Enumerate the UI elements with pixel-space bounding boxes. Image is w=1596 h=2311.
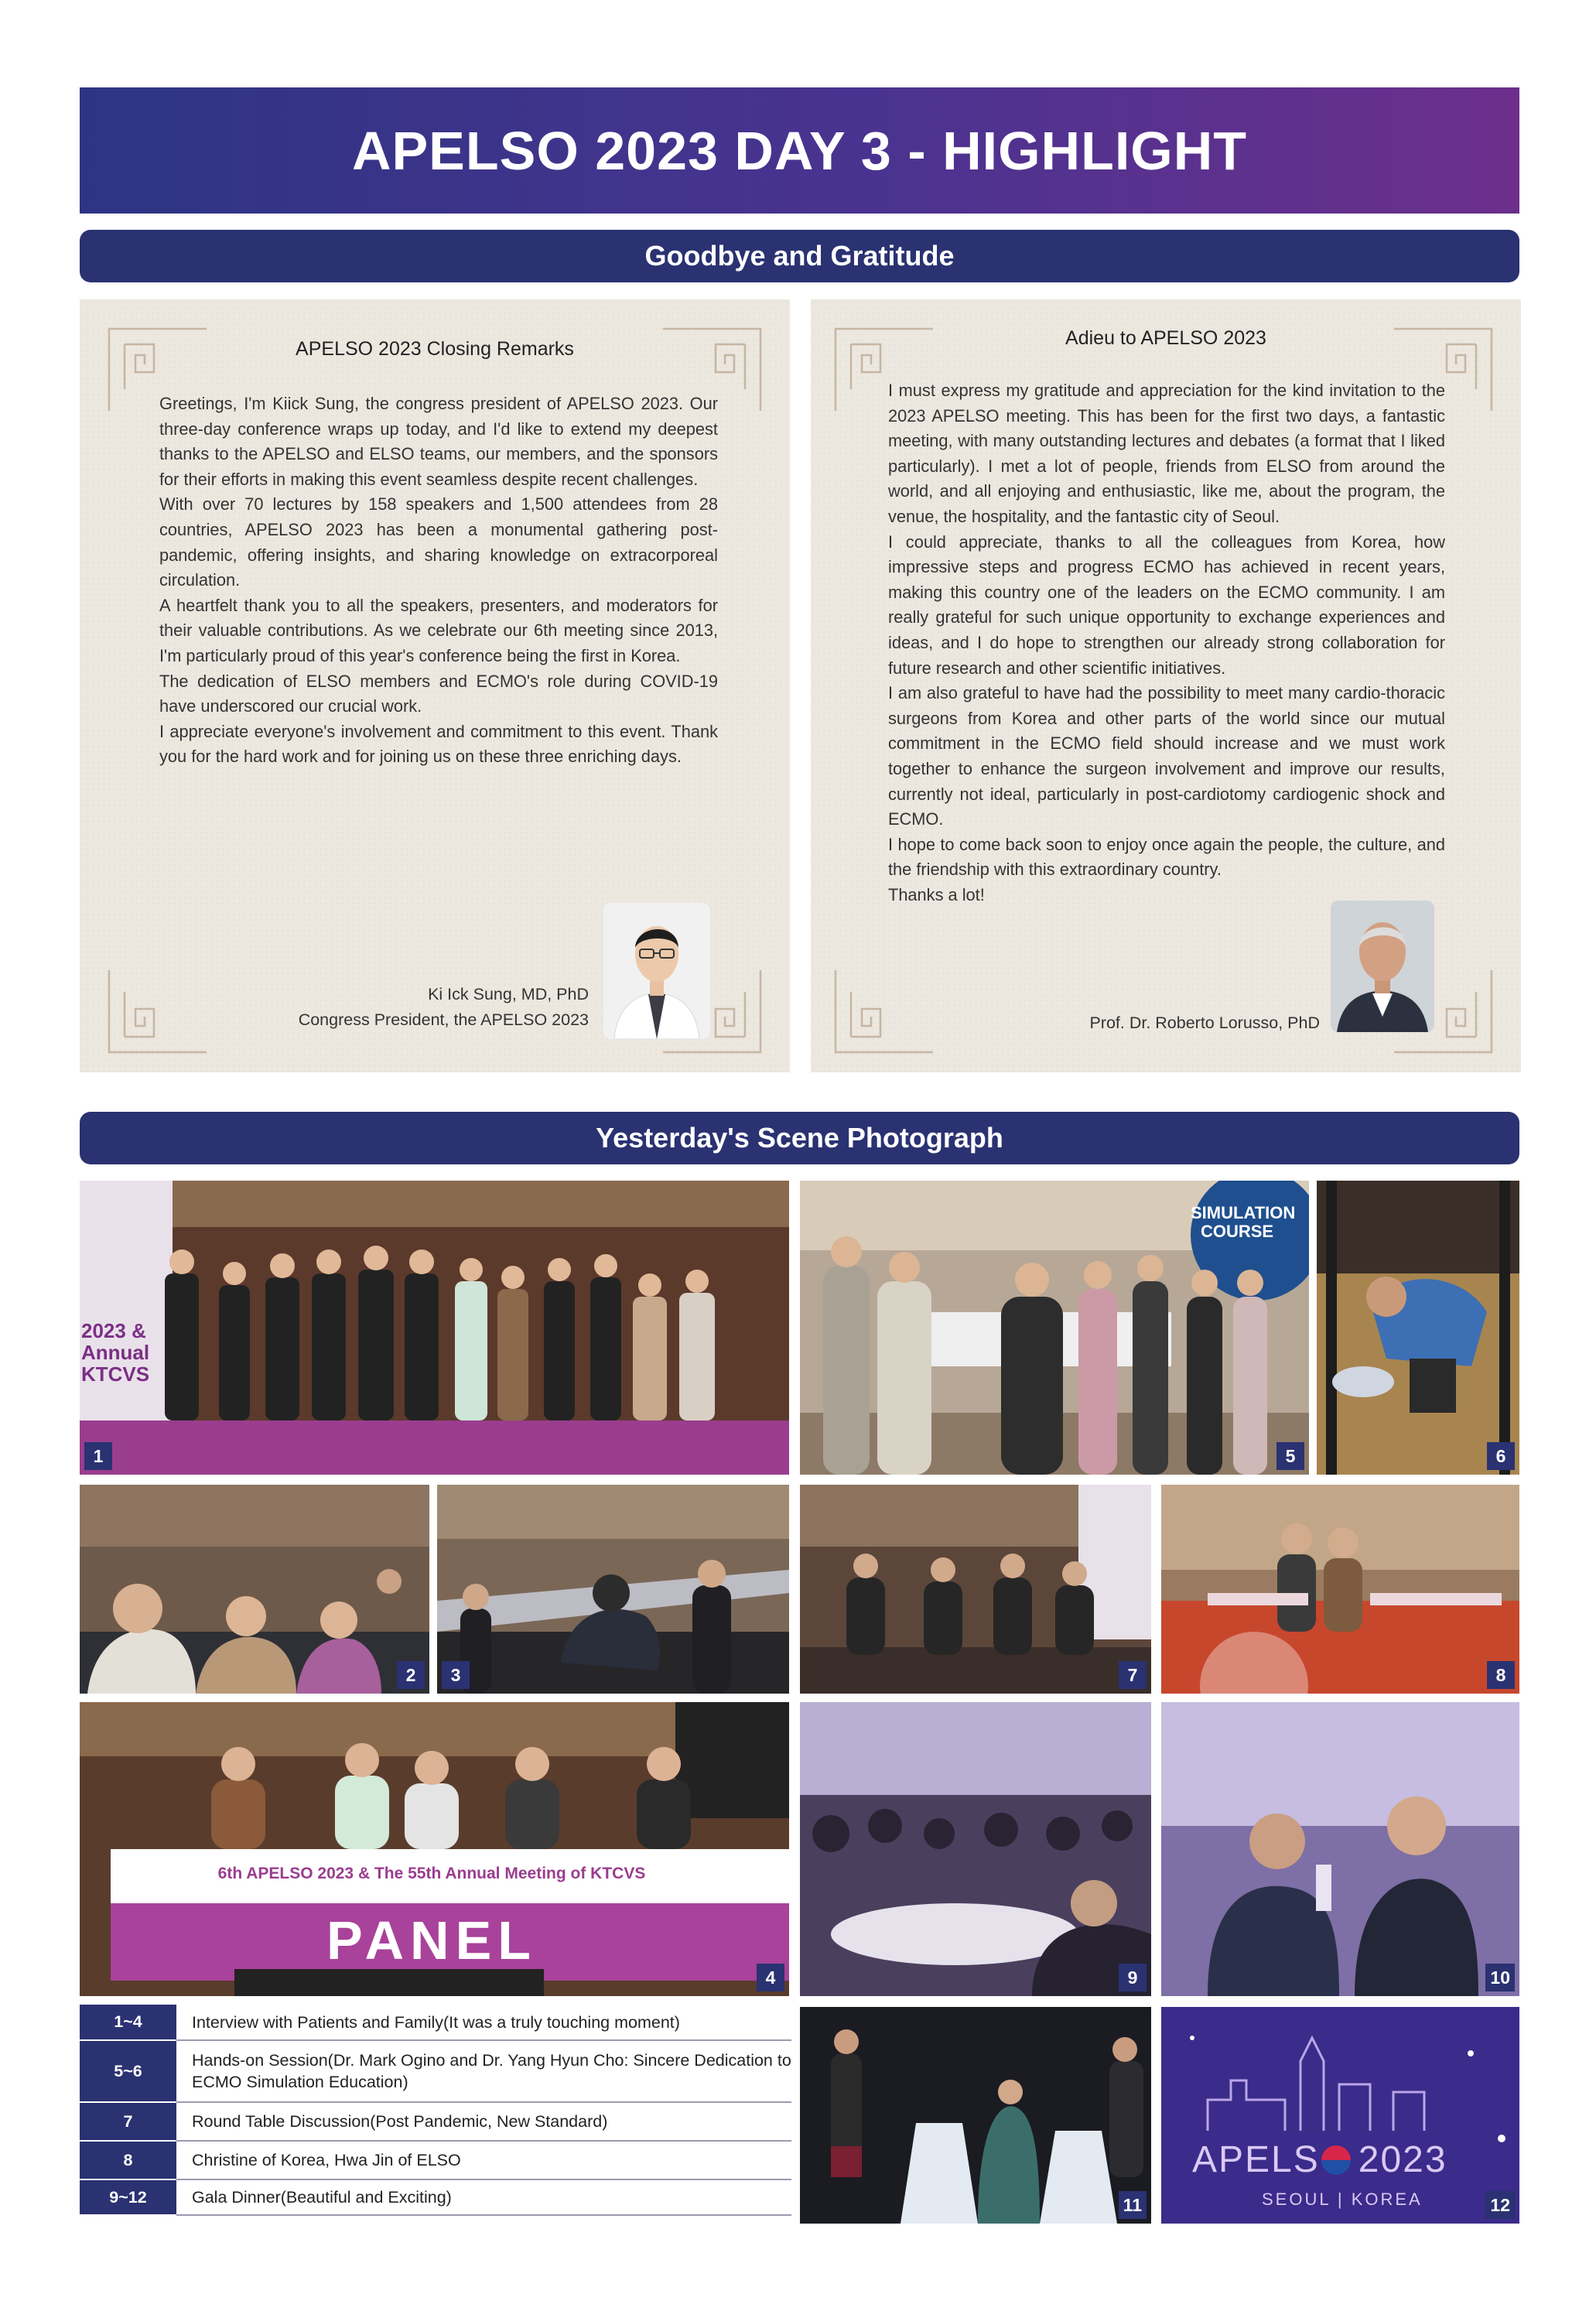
photo-group-portrait bbox=[80, 1181, 789, 1475]
signature-role: Congress President, the APELSO 2023 bbox=[298, 1010, 589, 1029]
letter-paragraph: I appreciate everyone's involvement and commitment to this event. Thank you for the hard work and for joining us on these three enriching days. bbox=[159, 721, 718, 767]
caption-row bbox=[80, 2040, 791, 2102]
letter-paragraph: I could appreciate, thanks to all the colleagues from Korea, how impressive steps and progress ECMO has achieved in recent years, making this country one of the leaders on the ECMO community. I am really grateful for such unique opportunity to exchange experiences and ideas, and I do hope to strengthen our already strong collaboration for future research and other scientific initiatives. bbox=[888, 532, 1445, 678]
gala-photo-icon bbox=[800, 2007, 1151, 2224]
audience-photo-icon bbox=[80, 1485, 429, 1694]
event-banner-text: 2023 & Annual KTCVS bbox=[81, 1319, 150, 1386]
letter-paragraph: I hope to come back soon to enjoy once again the people, the culture, and the friendship with this extraordinary country. bbox=[888, 834, 1445, 880]
panel-sign-text: PANEL bbox=[326, 1910, 538, 1971]
group-photo-icon bbox=[80, 1181, 789, 1475]
letter-title: Adieu to APELSO 2023 bbox=[1065, 327, 1266, 349]
portrait-roberto-lorusso bbox=[1331, 901, 1434, 1032]
hands-on-photo-icon bbox=[1317, 1181, 1519, 1475]
caption-row bbox=[80, 2179, 791, 2215]
letter-paragraph: A heartfelt thank you to all the speakers, presenters, and moderators for their valuable contributions. As we celebrate our 6th meeting since 2013, I'm particularly proud of this year's conference being the first in Korea. bbox=[159, 595, 718, 665]
photo-hands-on-floor bbox=[1317, 1181, 1519, 1475]
photo-apelso-logo bbox=[1161, 2007, 1519, 2224]
ornament-corner-icon bbox=[834, 970, 933, 1054]
caption-key: 7 bbox=[80, 2102, 176, 2141]
logo-subtitle: SEOUL | KOREA bbox=[1262, 2190, 1423, 2209]
photo-number-badge: 10 bbox=[1485, 1964, 1515, 1991]
caption-key: 5~6 bbox=[80, 2040, 176, 2102]
photo-number-badge: 8 bbox=[1487, 1661, 1515, 1689]
letter-paragraph: I am also grateful to have had the possibility to meet many cardio-thoracic surgeons from Korea and other parts of the world since our mutual commitment in the ECMO field should increase and we must work together to enhance the surgeon involvement and improve our results, currently not ideal, particularly in post-cardiotomy cardiogenic shock and ECMO. bbox=[888, 683, 1445, 829]
simulation-sign-text: SIMULATION COURSE bbox=[1191, 1203, 1296, 1241]
photo-panel-discussion bbox=[80, 1702, 789, 1996]
korean-flag-circle-icon bbox=[1321, 2145, 1351, 2175]
letter-paragraph: The dedication of ELSO members and ECMO's role during COVID-19 have underscored our crucial work. bbox=[159, 671, 718, 716]
photo-number-badge: 11 bbox=[1119, 2191, 1147, 2219]
page-title: APELSO 2023 DAY 3 - HIGHLIGHT bbox=[351, 120, 1248, 181]
photo-number-badge: 7 bbox=[1119, 1661, 1147, 1689]
panel-banner-text: 6th APELSO 2023 & The 55th Annual Meeting of KTCVS bbox=[217, 1865, 646, 1882]
letter-body bbox=[888, 378, 1445, 908]
logo-word: APELS bbox=[1192, 2139, 1320, 2180]
logo-year: 2023 bbox=[1358, 2139, 1447, 2180]
caption-text: Interview with Patients and Family(It was a truly touching moment) bbox=[176, 2005, 791, 2040]
caption-row bbox=[80, 2005, 791, 2040]
photo-number-badge: 9 bbox=[1119, 1964, 1147, 1991]
photo-number-badge: 3 bbox=[442, 1661, 470, 1689]
caption-text: Hands-on Session(Dr. Mark Ogino and Dr. Yang Hyun Cho: Sincere Dedication to ECMO Simulation Education) bbox=[176, 2040, 791, 2102]
photo-elso-booth bbox=[1161, 1485, 1519, 1694]
gala-photo-icon bbox=[1161, 1702, 1519, 1996]
photo-audience-1 bbox=[80, 1485, 429, 1694]
letter-body bbox=[159, 391, 718, 770]
caption-key: 9~12 bbox=[80, 2179, 176, 2215]
caption-key: 1~4 bbox=[80, 2005, 176, 2040]
caption-key: 8 bbox=[80, 2141, 176, 2179]
letter-paragraph: Thanks a lot! bbox=[888, 884, 985, 904]
round-table-photo-icon bbox=[800, 1485, 1151, 1694]
photo-hands-on-session bbox=[800, 1181, 1309, 1475]
photo-caption-table bbox=[80, 2005, 791, 2216]
letter-title: APELSO 2023 Closing Remarks bbox=[296, 338, 574, 360]
photo-gala-stage bbox=[800, 2007, 1151, 2224]
letter-paragraph: Greetings, I'm Kiick Sung, the congress president of APELSO 2023. Our three-day conference wraps up today, and I'd like to extend my deepest thanks to the APELSO and ELSO teams, our members, and the sponsors for their efforts in making this event seamless despite recent challenges. bbox=[159, 394, 718, 489]
letter-paragraph: I must express my gratitude and appreciation for the kind invitation to the 2023 APELSO meeting. This has been for the first two days, a fantastic meeting, with many outstanding lectures and debates (a format that I liked particularly). I met a lot of people, friends from ELSO from around the world, and all enjoying and enthusiastic, like me, about the program, the venue, the hospitality, and the fantastic city of Seoul. bbox=[888, 381, 1445, 526]
letter-paragraph: With over 70 lectures by 158 speakers and 1,500 attendees from 28 countries, APELSO 2023 has been a monumental gathering post-pandemic, offering insights, and sharing knowledge on extracorporeal circulation. bbox=[159, 494, 718, 590]
caption-row bbox=[80, 2102, 791, 2141]
section-title: Goodbye and Gratitude bbox=[644, 240, 955, 272]
photo-number-badge: 4 bbox=[757, 1964, 784, 1991]
photo-gala-dinner-1 bbox=[800, 1702, 1151, 1996]
letter-card-adieu bbox=[811, 299, 1521, 1072]
audience-photo-icon bbox=[437, 1485, 789, 1694]
ornament-corner-icon bbox=[108, 970, 207, 1054]
letter-card-closing-remarks bbox=[80, 299, 790, 1072]
photo-number-badge: 12 bbox=[1485, 2191, 1515, 2219]
photo-number-badge: 5 bbox=[1276, 1442, 1304, 1470]
section-header-gratitude bbox=[80, 230, 1519, 282]
portrait-ki-ick-sung bbox=[603, 903, 710, 1039]
photo-number-badge: 2 bbox=[397, 1661, 425, 1689]
photo-round-table bbox=[800, 1485, 1151, 1694]
caption-text: Christine of Korea, Hwa Jin of ELSO bbox=[176, 2141, 791, 2179]
signature-name: Ki Ick Sung, MD, PhD bbox=[428, 985, 589, 1003]
photo-gala-dinner-2 bbox=[1161, 1702, 1519, 1996]
booth-photo-icon bbox=[1161, 1485, 1519, 1694]
caption-text: Gala Dinner(Beautiful and Exciting) bbox=[176, 2179, 791, 2215]
signature-block bbox=[933, 1010, 1320, 1036]
caption-row bbox=[80, 2141, 791, 2179]
photo-number-badge: 6 bbox=[1487, 1442, 1515, 1470]
logo-text bbox=[1192, 2138, 1447, 2181]
title-banner bbox=[80, 87, 1519, 214]
section-header-photographs bbox=[80, 1112, 1519, 1164]
caption-text: Round Table Discussion(Post Pandemic, New Standard) bbox=[176, 2102, 791, 2141]
gala-photo-icon bbox=[800, 1702, 1151, 1996]
signature-block bbox=[202, 982, 589, 1033]
photo-number-badge: 1 bbox=[84, 1442, 112, 1470]
section-title: Yesterday's Scene Photograph bbox=[596, 1122, 1003, 1154]
photo-audience-2 bbox=[437, 1485, 789, 1694]
signature-name: Prof. Dr. Roberto Lorusso, PhD bbox=[1089, 1014, 1320, 1032]
